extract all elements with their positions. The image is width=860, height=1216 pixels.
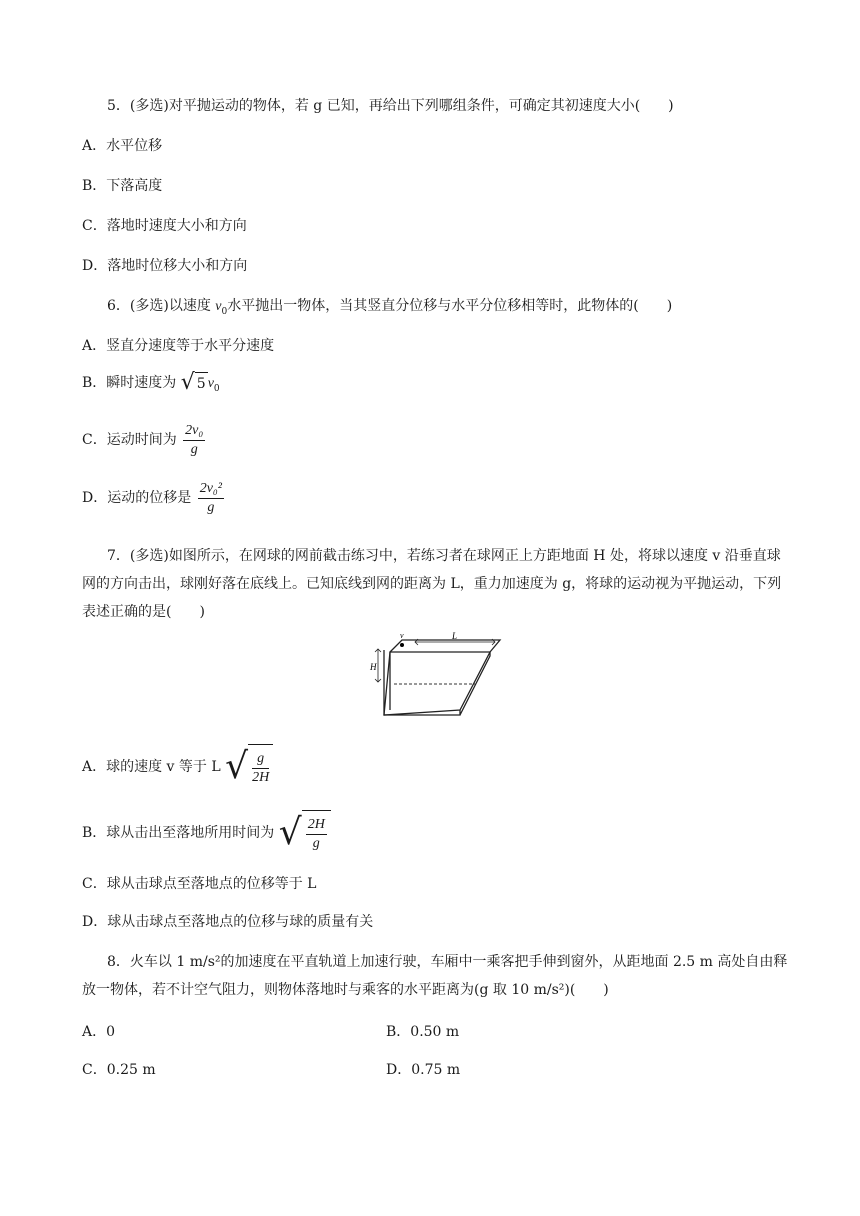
q8-stem-line2: 放一物体，若不计空气阻力，则物体落地时与乘客的水平距离为(g 取 10 m/s²)( ) (82, 982, 609, 998)
q8-option-d: D．0.75 m (386, 1062, 461, 1078)
q7-b-numerator: 2H (306, 816, 327, 835)
q7-stem-line2: 网的方向击出，球刚好落在底线上。已知底线到网的距离为 L，重力加速度为 g，将球的运动视为平抛运动，下列 (82, 576, 782, 592)
q7-b-pre: B．球从击出至落地所用时间为 (82, 825, 275, 841)
q6-d-fraction (198, 480, 224, 517)
q6-b-radicand: 5 (195, 372, 208, 394)
q6-c-numerator: 2v₀ (183, 422, 205, 441)
q8-stem-line1: 8．火车以 1 m/s²的加速度在平直轨道上加速行驶，车厢中一乘客把手伸到窗外，从距地面 2.5 m 高处自由释 (107, 954, 788, 970)
q6-d-numerator: 2v₀² (198, 480, 224, 499)
q8-option-c: C．0.25 m (82, 1062, 156, 1078)
q6-b-var: v (207, 376, 214, 391)
q6-c-fraction (183, 422, 205, 459)
q6-option-b (82, 372, 220, 399)
q6-stem-var: v (215, 299, 222, 314)
q6-stem-post: 水平抛出一物体，当其竖直分位移与水平分位移相等时，此物体的( ) (227, 298, 673, 314)
q7-option-a (82, 744, 273, 790)
q7-option-b (82, 810, 331, 856)
figure-label-h: H (370, 662, 377, 672)
q6-option-d (82, 476, 226, 520)
q6-stem-sub: 0 (221, 306, 228, 317)
q5-option-a: A．水平位移 (82, 138, 163, 154)
q7-a-fraction (252, 750, 269, 787)
q6-option-c (82, 420, 207, 460)
q7-stem-line3: 表述正确的是( ) (82, 604, 205, 620)
q5-option-c: C．落地时速度大小和方向 (82, 218, 247, 234)
q6-stem-pre: 6．(多选)以速度 (107, 298, 216, 314)
q5-option-d: D．落地时位移大小和方向 (82, 258, 248, 274)
q7-a-numerator: g (252, 750, 269, 769)
q6-stem (107, 296, 672, 322)
sqrt-symbol: √ $\frac{2H}{g}$ (279, 810, 331, 856)
q6-d-pre: D．运动的位移是 (82, 490, 192, 506)
q6-c-pre: C．运动时间为 (82, 432, 177, 448)
q8-option-b: B．0.50 m (386, 1024, 460, 1040)
q7-a-pre: A．球的速度 v 等于 L (82, 759, 221, 775)
q7-option-d: D．球从击球点至落地点的位移与球的质量有关 (82, 914, 374, 930)
q7-b-denominator: g (312, 835, 320, 851)
sqrt-symbol: √ $\frac{g}{2H}$ (225, 744, 273, 790)
q5-stem: 5．(多选)对平抛运动的物体，若 g 已知，再给出下列哪组条件，可确定其初速度大小( ) (107, 98, 674, 114)
sqrt-symbol: √ 5 (180, 370, 206, 395)
q6-d-denominator: g (207, 499, 215, 515)
q6-b-sub: 0 (213, 383, 220, 394)
q7-stem-line1: 7．(多选)如图所示，在网球的网前截击练习中，若练习者在球网正上方距地面 H 处，将球以速度 v 沿垂直球 (107, 548, 781, 564)
figure-label-v: v (400, 631, 404, 640)
q6-option-a: A．竖直分速度等于水平分速度 (82, 338, 275, 354)
q6-b-pre: B．瞬时速度为 (82, 375, 177, 391)
tennis-court-figure (370, 631, 520, 720)
q7-a-denominator: 2H (252, 769, 270, 785)
q8-option-a: A．0 (82, 1024, 116, 1040)
q5-option-b: B．下落高度 (82, 178, 163, 194)
q6-c-denominator: g (190, 441, 198, 457)
q7-option-c: C．球从击球点至落地点的位移等于 L (82, 876, 317, 892)
figure-label-l: L (452, 631, 458, 641)
q7-b-fraction (306, 816, 327, 853)
